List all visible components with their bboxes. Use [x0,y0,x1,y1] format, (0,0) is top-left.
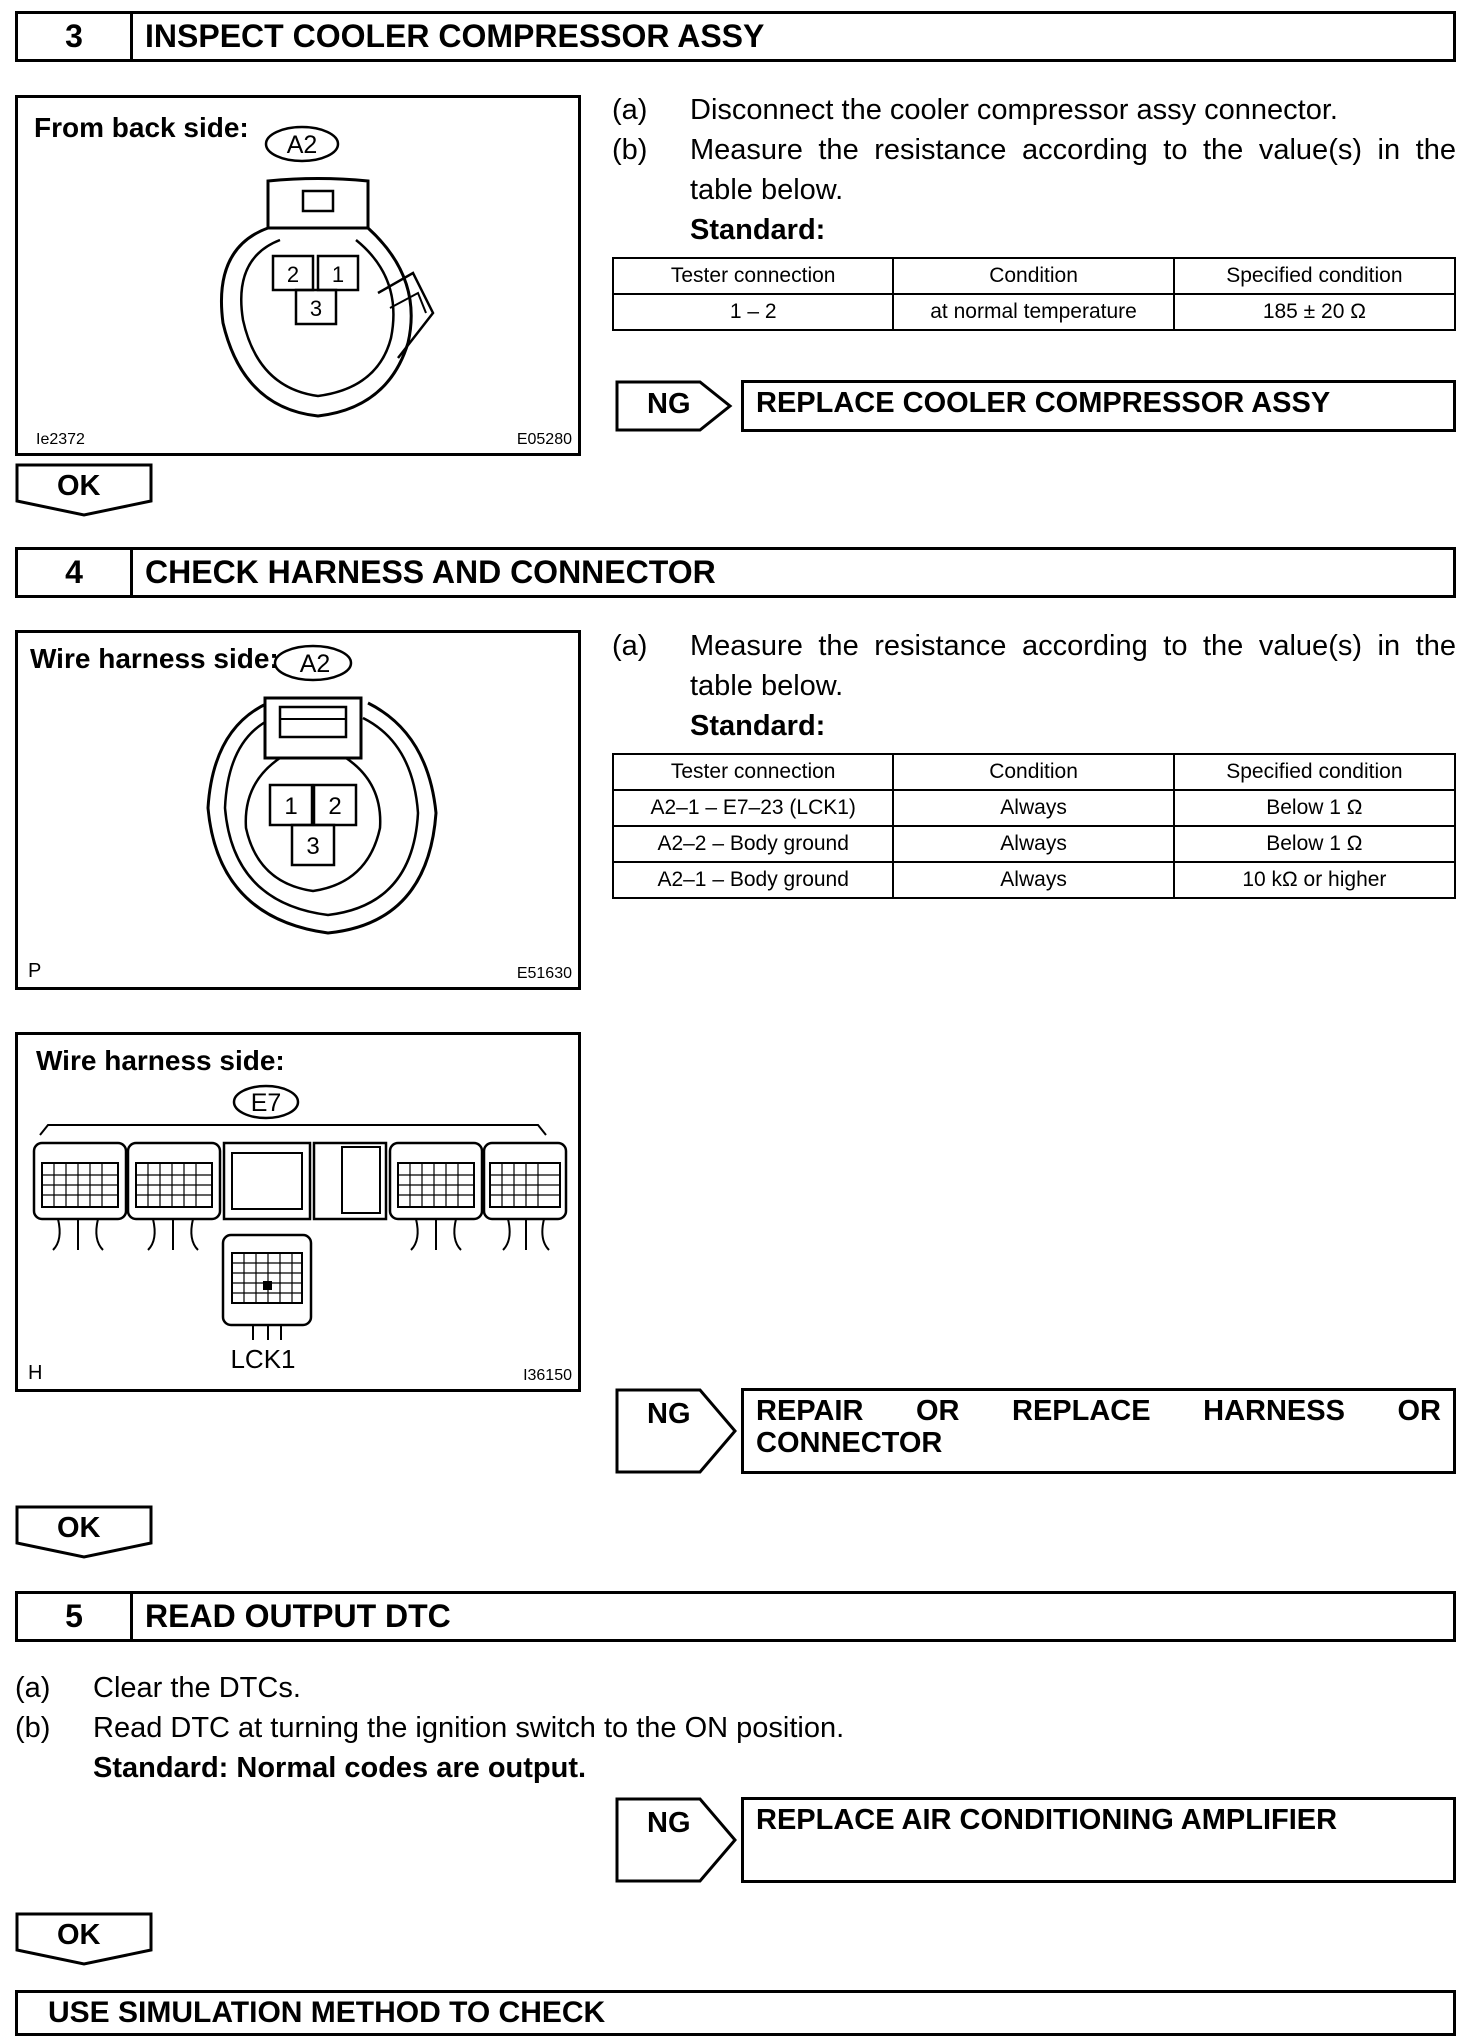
step5-standard: Standard: Normal codes are output. [93,1752,587,1784]
step4-pin-2: 2 [328,793,342,820]
step5-title: READ OUTPUT DTC [145,1598,451,1634]
step3-figure-code: E05280 [516,431,572,448]
step3-standard-label: Standard: [690,214,826,246]
step3-title: INSPECT COOLER COMPRESSOR ASSY [145,18,765,54]
step3-spec-table [612,257,1456,331]
table-header-row [613,754,1455,790]
step5-instruction-b: (b) Read DTC at turning the ignition switch to the ON position. [15,1712,845,1744]
step4-lck1-label: LCK1 [230,1344,296,1374]
table-row: A2–1 – E7–23 (LCK1) Always Below 1 Ω [613,790,1455,826]
step4-spec-table [612,753,1456,899]
table-header: Tester connection [613,754,893,790]
a2-connector-drawing [18,633,578,987]
step5-ng-arrow: NG [615,1797,740,1888]
step5-header [15,1591,1456,1642]
step3-figure-corner-left: Ie2372 [36,431,85,448]
table-header: Condition [893,754,1173,790]
table-header-row [613,258,1455,294]
step4-standard-label: Standard: [690,710,826,742]
e7-connector-drawing [18,1035,578,1389]
step3-instruction-a: (a) Disconnect the cooler compressor assy connector. [612,94,1338,126]
table-header: Condition [893,258,1173,294]
step4-title: CHECK HARNESS AND CONNECTOR [145,554,716,590]
step3-number: 3 [18,14,133,59]
step3-figure-label: From back side: [34,112,249,143]
step3-header [15,11,1456,62]
step4-figure1-label: Wire harness side: [30,643,279,674]
step3-ok-arrow: OK [15,463,155,522]
step4-pin-1: 1 [284,793,298,820]
step3-figure [15,95,581,456]
step4-figure2-label: Wire harness side: [36,1045,285,1076]
step3-pin-2: 2 [286,262,300,287]
step4-figure-e7 [15,1032,581,1392]
table-header: Tester connection [613,258,893,294]
step4-ok-arrow: OK [15,1505,155,1564]
step3-ng-result: REPLACE COOLER COMPRESSOR ASSY [741,380,1456,432]
step4-figure2-code: I36150 [523,1367,572,1384]
step4-connector-id: A2 [299,650,331,678]
step4-ng-result: REPAIR OR REPLACE HARNESS OR CONNECTOR [741,1388,1456,1474]
table-header: Specified condition [1174,258,1455,294]
step4-header [15,547,1456,598]
table-row: 1 – 2 at normal temperature 185 ± 20 Ω [613,294,1455,330]
step4-pin-3: 3 [306,833,320,860]
table-header: Specified condition [1174,754,1455,790]
step4-figure2-corner-left: H [28,1362,43,1384]
step4-e7-id: E7 [250,1089,282,1117]
step4-instruction-a: (a) Measure the resistance according to the value(s) in the table below. [612,630,1456,702]
step3-pin-3: 3 [309,296,323,321]
final-instruction: USE SIMULATION METHOD TO CHECK [15,1990,1456,2036]
compressor-connector-drawing [18,98,578,453]
step3-ng-arrow: NG [615,380,735,437]
step5-ng-result: REPLACE AIR CONDITIONING AMPLIFIER [741,1797,1456,1883]
step3-pin-1: 1 [331,262,345,287]
step4-ng-arrow: NG [615,1388,740,1479]
table-row: A2–1 – Body ground Always 10 kΩ or higher [613,862,1455,898]
table-row: A2–2 – Body ground Always Below 1 Ω [613,826,1455,862]
step3-instruction-b: (b) Measure the resistance according to the value(s) in the table below. [612,134,1456,206]
step4-figure1-code: E51630 [516,965,572,982]
step5-ok-arrow: OK [15,1912,155,1971]
step5-number: 5 [18,1594,133,1639]
step5-instruction-a: (a) Clear the DTCs. [15,1672,301,1704]
step4-figure1-corner-left: P [28,960,42,982]
step4-number: 4 [18,550,133,595]
step4-figure-a2 [15,630,581,990]
step3-connector-id: A2 [286,131,318,159]
